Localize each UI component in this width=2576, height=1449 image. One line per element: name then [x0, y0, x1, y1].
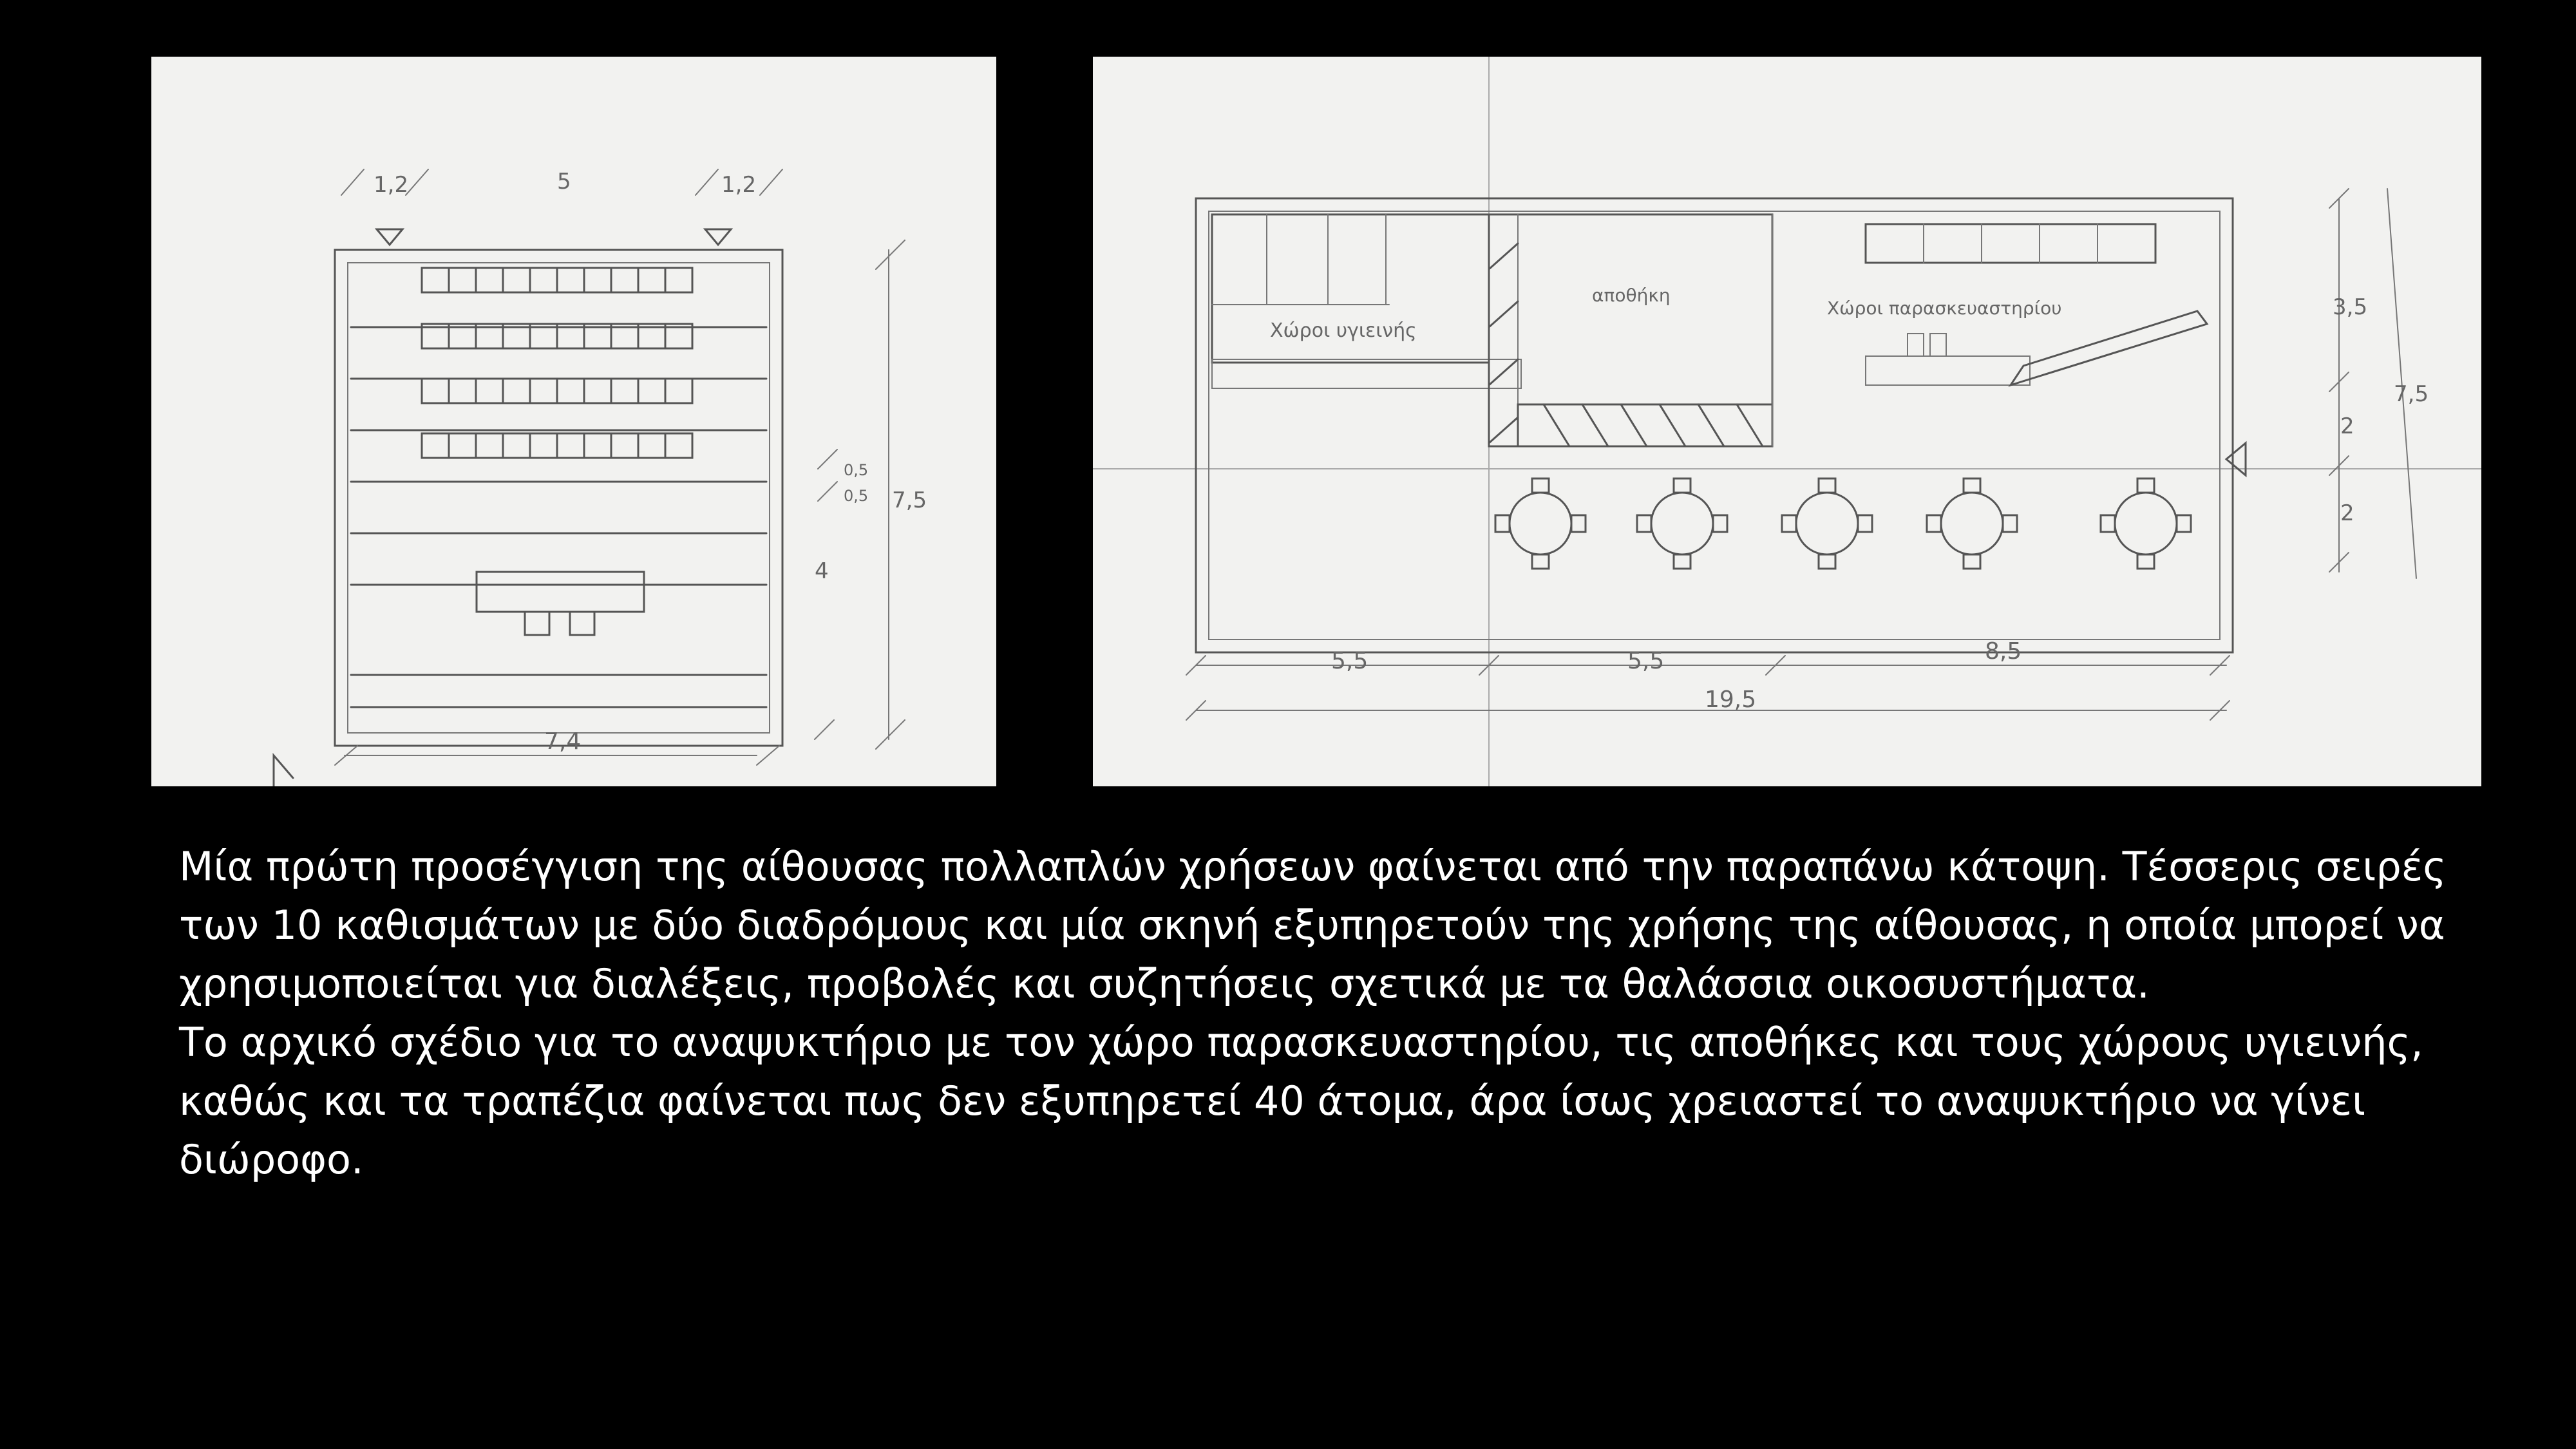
seat-row-3 [422, 379, 692, 403]
dim-aisle-right: 1,2 [721, 172, 757, 198]
hall-inner-wall [348, 263, 770, 733]
seat-row-1 [422, 268, 692, 292]
dim-row-a: 0,5 [844, 461, 869, 479]
stage [477, 572, 644, 612]
dim-seg1: 5,5 [1331, 648, 1368, 674]
kitchen-counter [1866, 224, 2155, 263]
table-set-5 [2101, 478, 2191, 569]
cafeteria-entrance-marker [2226, 443, 2246, 475]
floor-hatching [351, 327, 766, 707]
entrance-marker-left [377, 229, 402, 245]
table-set-4 [1927, 478, 2017, 569]
wc-counter [1212, 359, 1521, 388]
dim-total-width: 19,5 [1705, 687, 1757, 713]
label-wc: Χώροι υγιεινής [1270, 319, 1417, 342]
table-set-2 [1637, 478, 1727, 569]
seat-row-4 [422, 433, 692, 458]
dim-row-b: 0,5 [844, 487, 869, 505]
stage-step-left [525, 612, 549, 635]
dim-mid: 2 [2340, 413, 2354, 439]
table-set-1 [1495, 478, 1586, 569]
kitchen-stool-2 [1930, 334, 1946, 356]
dim-seg3: 8,5 [1985, 638, 2022, 665]
cafeteria-floor-plan-sketch [1093, 57, 2481, 786]
storage-shelving [1489, 243, 1772, 446]
caption-paragraph-2: Το αρχικό σχέδιο για το αναψυκτήριο με τον χώρο παρασκευαστηρίου, τις αποθήκες και τους χώρους υγιεινής, καθώς και τα τραπέζια φαίνεται πως δεν εξυπηρετεί 40 άτομα, άρα ίσως χρειαστεί το αναψυκτήριο να γίνει διώροφο. [179, 1019, 2423, 1183]
entrance-marker-right [705, 229, 731, 245]
service-counter [1866, 356, 2030, 385]
dim-width: 7,4 [544, 728, 582, 755]
hall-floor-plan-photo [151, 57, 996, 786]
dim-top: 3,5 [2333, 294, 2368, 320]
storage-room [1489, 214, 1772, 446]
dim-stage: 4 [815, 558, 829, 584]
dim-aisle-left: 1,2 [374, 172, 409, 198]
label-storage: αποθήκη [1592, 285, 1671, 306]
cafeteria-floor-plan-photo [1093, 57, 2481, 786]
dim-depth: 7,5 [892, 488, 927, 513]
kitchen-stool-1 [1908, 334, 1924, 356]
cafeteria-inner-wall [1209, 211, 2220, 639]
dim-seg2: 5,5 [1627, 648, 1665, 674]
caption-paragraph-1: Μία πρώτη προσέγγιση της αίθουσας πολλαπλών χρήσεων φαίνεται από την παραπάνω κάτοψη. Τέσσερις σειρές των 10 καθισμάτων με δύο διαδρόμους και μία σκηνή εξυπηρετούν της χρήσης της αίθουσας, η οποία μπορεί να χρησιμοποιείται για διαλέξεις, προβολές και συζητήσεις σχετικά με τα θαλάσσια οικοσυστήματα. [179, 843, 2447, 1007]
dim-low: 2 [2340, 500, 2354, 526]
stage-step-right [570, 612, 594, 635]
north-marker [274, 755, 293, 786]
label-kitchen: Χώροι παρασκευαστηρίου [1827, 298, 2062, 319]
angled-bar [2011, 311, 2207, 385]
hall-floor-plan-sketch [151, 57, 996, 786]
dim-total-height: 7,5 [2394, 381, 2429, 407]
dim-center: 5 [557, 169, 571, 194]
cafeteria-outer-wall [1196, 198, 2233, 652]
table-set-3 [1782, 478, 1872, 569]
slide-caption [179, 837, 2472, 1189]
